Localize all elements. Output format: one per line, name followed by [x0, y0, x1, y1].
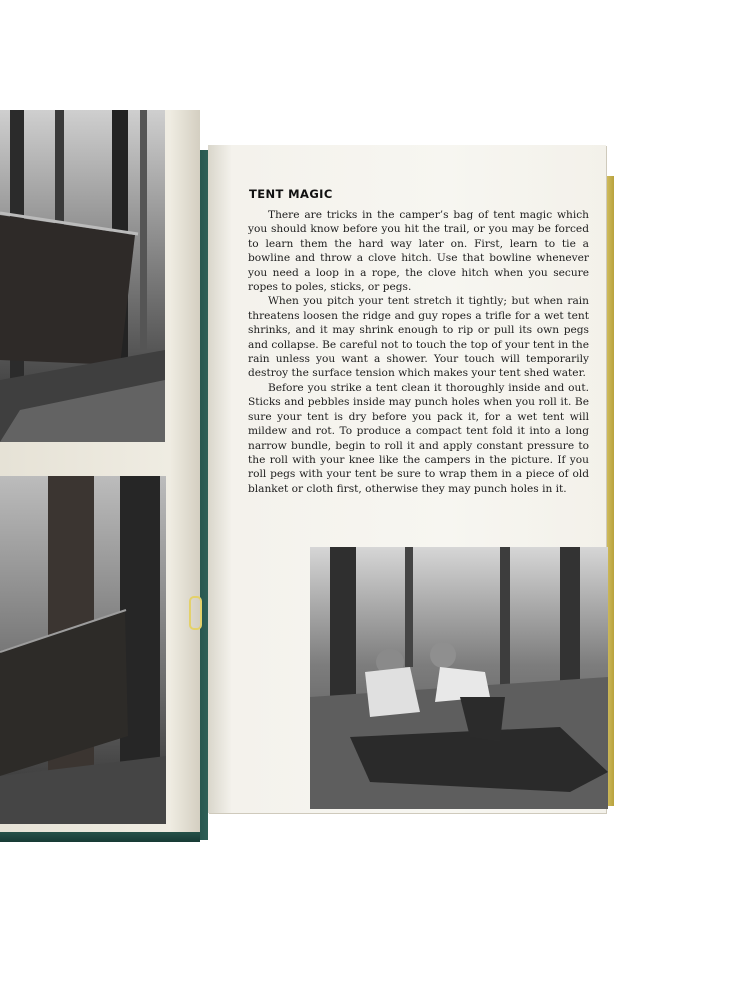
paragraph: When you pitch your tent stretch it tightly; but when rain threatens loosen the ridge and guy ropes a trifle for a wet tent shrinks, and it may shrink enough to rip or pull its own pegs and collapse. Be careful not to touch the top of your tent in the rain unless you want a shower. Your touch will temporarily destroy the surface tension which makes your tent shed water. [248, 295, 589, 380]
hammock-shelter-photo [0, 476, 166, 824]
section-heading: TENT MAGIC [249, 187, 333, 201]
body-text [248, 208, 589, 496]
campers-rolling-tent-photo [310, 547, 608, 809]
page-clip [189, 596, 202, 630]
paragraph: There are tricks in the camper’s bag of tent magic which you should know before you hit the trail, or you may be forced to learn them the hard way later on. First, learn to tie a bowline and throw a clove hitch. Use that bowline whenever you need a loop in a rope, the clove hitch when you secure ropes to poles, sticks, or pegs. [248, 209, 589, 294]
paragraph: Before you strike a tent clean it thoroughly inside and out. Sticks and pebbles inside may punch holes when you roll it. Be sure your tent is dry before you pack it, for a wet tent will mildew and rot. To produce a compact tent fold it into a long narrow bundle, begin to roll it and apply constant pressure to the roll with your knee like the campers in the picture. If you roll pegs with your tent be sure to wrap them in a piece of old blanket or cloth first, otherwise they may punch holes in it. [248, 381, 589, 495]
tarp-shelter-photo [0, 110, 165, 442]
